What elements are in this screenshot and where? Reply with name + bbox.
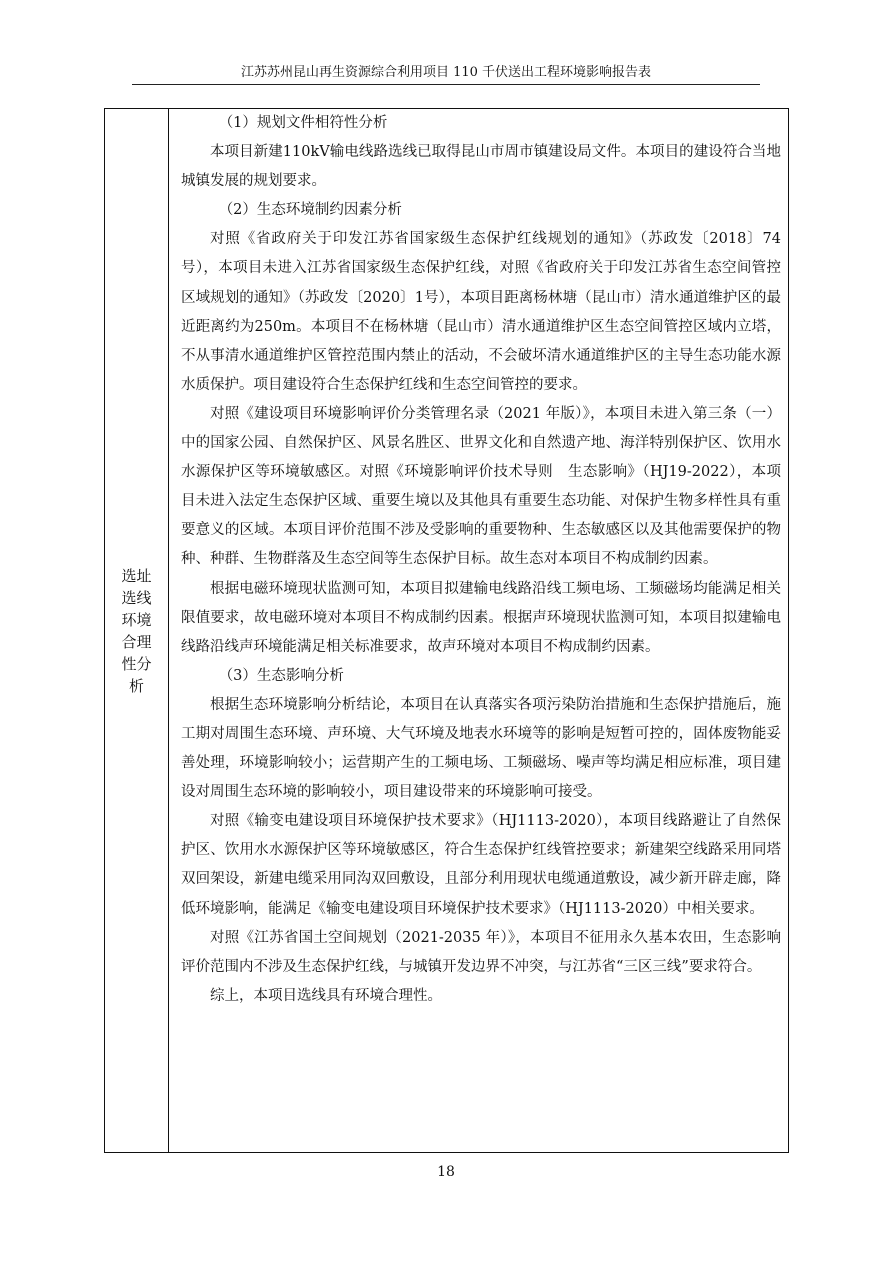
analysis-table	[104, 108, 789, 1153]
paragraph-summary: 综上，本项目选线具有环境合理性。	[210, 987, 442, 1004]
paragraph-planning-compliance: 本项目新建110kV输电线路选线已取得昆山市周市镇建设局文件。本项目的建设符合当地城镇发展的规划要求。	[181, 144, 781, 190]
section-heading-planning: （1）规划文件相符性分析	[218, 115, 388, 131]
paragraph-technical-requirements: 对照《输变电建设项目环境保护技术要求》（HJ1113-2020），本项目线路避让了自然保护区、饮用水水源保护区等环境敏感区，符合生态保护红线管控要求；新建架空线路采用同塔双回架设，新建电缆采用同沟双回敷设，且部分利用现状电缆通道敷设，减少新开辟走廊，降低环境影响，能满足《输变电建设项目环境保护技术要求》（HJ1113-2020）中相关要求。	[181, 813, 781, 917]
paragraph-impact-conclusion: 根据生态环境影响分析结论，本项目在认真落实各项污染防治措施和生态保护措施后，施工期对周围生态环境、声环境、大气环境及地表水环境等的影响是短暂可控的，固体废物能妥善处理，环境影响较小；运营期产生的工频电场、工频磁场、噪声等均满足相应标准，项目建设对周围生态环境的影响较小，项目建设带来的环境影响可接受。	[181, 696, 781, 801]
header-divider	[132, 84, 760, 85]
page-number: 18	[437, 1164, 455, 1180]
row-label: 选址选线环境合理性分析	[121, 566, 152, 695]
paragraph-sensitive-areas: 对照《建设项目环境影响评价分类管理名录（2021 年版）》，本项目未进入第三条（一）中的国家公园、自然保护区、风景名胜区、世界文化和自然遗产地、海洋特别保护区、饮用水水源保护区等环境敏感区。对照《环境影响评价技术导则 生态影响》（HJ19-2022），本项目未进入法定生态保护区域、重要生境以及其他具有重要生态功能、对保护生物多样性具有重要意义的区域。本项目评价范围不涉及受影响的重要物种、生态敏感区以及其他需要保护的物种、种群、生物群落及生态空间等生态保护目标。故生态对本项目不构成制约因素。	[181, 405, 781, 568]
paragraph-ecological-redline: 对照《省政府关于印发江苏省国家级生态保护红线规划的通知》（苏政发〔2018〕74号），本项目未进入江苏省国家级生态保护红线，对照《省政府关于印发江苏省生态空间管控区域规划的通知》（苏政发〔2020〕1号），本项目距离杨林塘（昆山市）清水通道维护区的最近距离约为250m。本项目不在杨林塘（昆山市）清水通道维护区生态空间管控区域内立塔，不从事清水通道维护区管控范围内禁止的活动，不会破坏清水通道维护区的主导生态功能水源水质保护。项目建设符合生态保护红线和生态空间管控的要求。	[181, 231, 781, 393]
paragraph-spatial-planning: 对照《江苏省国土空间规划（2021-2035 年）》，本项目不征用永久基本农田，生态影响评价范围内不涉及生态保护红线，与城镇开发边界不冲突，与江苏省“三区三线”要求符合。	[181, 929, 781, 975]
section-heading-constraints: （2）生态环境制约因素分析	[218, 202, 402, 219]
row-label-cell	[105, 109, 169, 1152]
content-cell	[181, 109, 781, 1011]
paragraph-electromagnetic-noise: 根据电磁环境现状监测可知，本项目拟建输电线路沿线工频电场、工频磁场均能满足相关限值要求，故电磁环境对本项目不构成制约因素。根据声环境现状监测可知，本项目拟建输电线路沿线声环境能满足相关标准要求，故声环境对本项目不构成制约因素。	[181, 580, 781, 655]
section-heading-impact: （3）生态影响分析	[218, 667, 344, 684]
document-header-title: 江苏苏州昆山再生资源综合利用项目 110 千伏送出工程环境影响报告表	[240, 65, 652, 80]
